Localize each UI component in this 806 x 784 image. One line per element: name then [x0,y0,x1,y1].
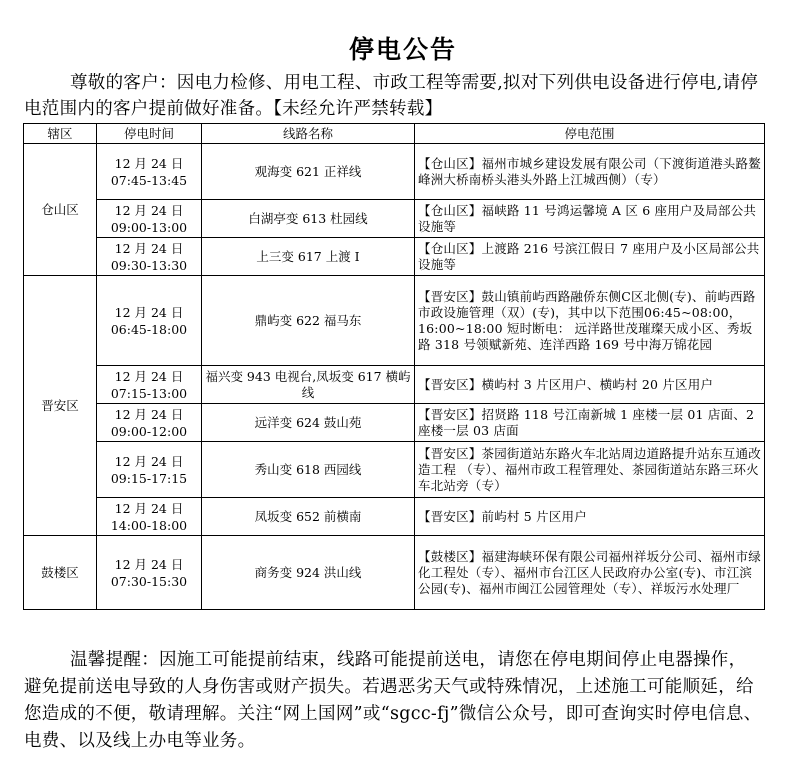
time-cell [97,200,202,238]
page-title: 停电公告 [348,35,457,64]
outage-hours: 14:00-18:00 [110,517,188,533]
table-header-row [24,124,765,144]
scope-cell: 【晋安区】鼓山镇前屿西路融侨东侧C区北侧(专)、前屿西路市政设施管理（双）(专)，其中以下范围06:45~08:00，16:00~18:00 短时断电： 远洋路世茂璀璨天成小区、秀坂路 318 号领赋新苑、连洋西路 169 号中海万锦花园 [415,276,765,366]
time-cell [97,144,202,200]
table-row [24,200,765,238]
outage-hours: 07:30-15:30 [110,573,188,589]
line-cell: 白湖亭变 613 杜园线 [202,200,415,238]
scope-cell: 【仓山区】福峡路 11 号鸿运馨境 A 区 6 座用户及局部公共设施等 [415,200,765,238]
outage-date: 12 月 24 日 [114,500,184,516]
line-cell: 秀山变 618 西园线 [202,442,415,498]
intro-paragraph: 尊敬的客户：因电力检修、用电工程、市政工程等需要,拟对下列供电设备进行停电,请停电范围内的客户提前做好准备。【未经允许严禁转载】 [24,73,759,119]
district-cell: 晋安区 [24,276,97,536]
header-line: 线路名称 [202,124,415,144]
scope-cell: 【仓山区】福州市城乡建设发展有限公司（下渡街道港头路鳌峰洲大桥南桥头港头外路上江城西侧）（专） [415,144,765,200]
time-cell [97,366,202,404]
outage-hours: 09:15-17:15 [110,470,188,486]
line-cell: 远洋变 624 鼓山苑 [202,404,415,442]
time-cell [97,238,202,276]
district-cell: 仓山区 [24,144,97,276]
outage-hours: 06:45-18:00 [110,321,188,337]
table-row [24,442,765,498]
line-cell: 上三变 617 上渡 I [202,238,415,276]
outage-date: 12 月 24 日 [114,406,184,422]
table-row [24,404,765,442]
outage-hours: 07:45-13:45 [110,172,188,188]
table-row [24,144,765,200]
outage-hours: 09:00-12:00 [110,423,188,439]
outage-hours: 09:30-13:30 [110,257,188,273]
table-row [24,366,765,404]
scope-cell: 【晋安区】茶园街道站东路火车北站周边道路提升站东互通改造工程 （专）、福州市政工程管理处、茶园街道站东路三环火车北站旁（专） [415,442,765,498]
table-row [24,238,765,276]
table-row [24,536,765,610]
scope-cell: 【仓山区】上渡路 216 号滨江假日 7 座用户及小区局部公共设施等 [415,238,765,276]
outage-table [23,123,765,610]
outage-date: 12 月 24 日 [114,556,184,572]
scope-cell: 【鼓楼区】福建海峡环保有限公司福州祥坂分公司、福州市绿化工程处（专）、福州市台江区人民政府办公室(专)、市江滨公园(专)、福州市闽江公园管理处（专）、祥坂污水处理厂 [415,536,765,610]
outage-hours: 07:15-13:00 [110,385,188,401]
outage-date: 12 月 24 日 [114,202,184,218]
table-row [24,498,765,536]
scope-cell: 【晋安区】招贤路 118 号江南新城 1 座楼一层 01 店面、2 座楼一层 03 店面 [415,404,765,442]
header-scope: 停电范围 [415,124,765,144]
outage-hours: 09:00-13:00 [110,219,188,235]
outage-date: 12 月 24 日 [114,368,184,384]
time-cell [97,536,202,610]
outage-date: 12 月 24 日 [114,453,184,469]
district-cell: 鼓楼区 [24,536,97,610]
time-cell [97,498,202,536]
table-row [24,276,765,366]
outage-date: 12 月 24 日 [114,240,184,256]
line-cell: 鼎屿变 622 福马东 [202,276,415,366]
scope-cell: 【晋安区】横屿村 3 片区用户、横屿村 20 片区用户 [415,366,765,404]
line-cell: 福兴变 943 电视台,凤坂变 617 横屿线 [202,366,415,404]
line-cell: 观海变 621 正祥线 [202,144,415,200]
line-cell: 商务变 924 洪山线 [202,536,415,610]
header-time: 停电时间 [97,124,202,144]
time-cell [97,276,202,366]
time-cell [97,404,202,442]
time-cell [97,442,202,498]
reminder-paragraph: 温馨提醒：因施工可能提前结束，线路可能提前送电，请您在停电期间停止电器操作，避免提前送电导致的人身伤害或财产损失。若遇恶劣天气或特殊情况，上述施工可能顺延，给您造成的不便，敬请理解。关注“网上国网”或“sgcc-fj”微信公众号，即可查询实时停电信息、电费、以及线上办电等业务。 [24,650,762,751]
scope-cell: 【晋安区】前屿村 5 片区用户 [415,498,765,536]
outage-date: 12 月 24 日 [114,155,184,171]
outage-date: 12 月 24 日 [114,304,184,320]
header-district: 辖区 [24,124,97,144]
line-cell: 凤坂变 652 前横南 [202,498,415,536]
